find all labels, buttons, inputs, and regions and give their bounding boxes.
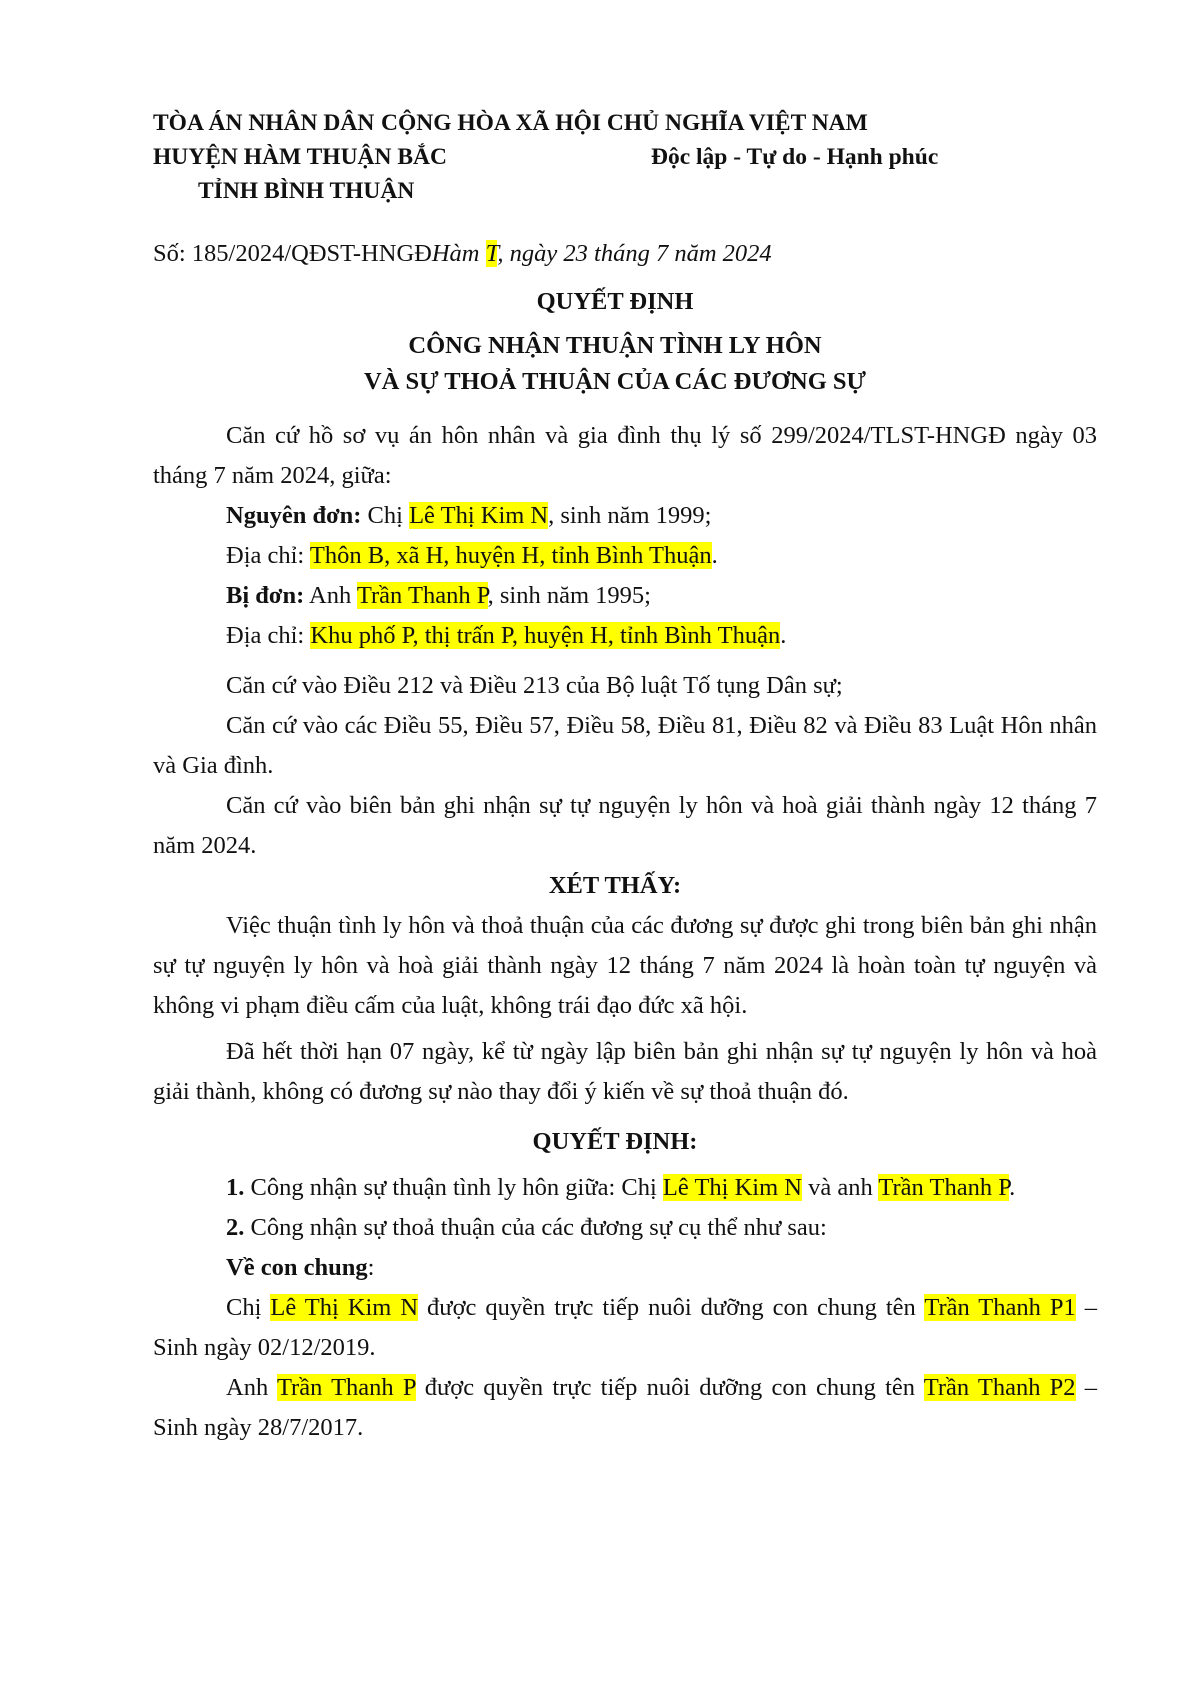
defendant-address-line: Địa chỉ: Khu phố P, thị trấn P, huyện H, tỉnh Bình Thuận. — [226, 622, 787, 649]
court-district: HUYỆN HÀM THUẬN BẮC — [153, 144, 447, 170]
decision-item-1: 1. Công nhận sự thuận tình ly hôn giữa: Chị Lê Thị Kim N và anh Trần Thanh P. — [226, 1174, 1016, 1201]
child-1-custody: Chị Lê Thị Kim N được quyền trực tiếp nuôi dưỡng con chung tên Trần Thanh P1 – Sinh ngày 02/12/2019. — [153, 1294, 1098, 1361]
findings-heading: XÉT THẤY: — [548, 872, 682, 899]
national-motto: Độc lập - Tự do - Hạnh phúc — [651, 144, 939, 170]
decision-subtitle-2: VÀ SỰ THOẢ THUẬN CỦA CÁC ĐƯƠNG SỰ — [363, 368, 867, 395]
findings-paragraph-1: Việc thuận tình ly hôn và thoả thuận của các đương sự được ghi trong biên bản ghi nhận sự tự nguyện ly hôn và hoà giải thành ngày 12 tháng 7 năm 2024 là hoàn toàn tự nguyện và không vi phạm điều cấm của luật, không trái đạo đức xã hội. — [153, 912, 1097, 1019]
legal-basis-1: Căn cứ vào Điều 212 và Điều 213 của Bộ luật Tố tụng Dân sự; — [226, 672, 843, 699]
plaintiff-address-line: Địa chỉ: Thôn B, xã H, huyện H, tỉnh Bình Thuận. — [226, 542, 718, 569]
intro-paragraph: Căn cứ hồ sơ vụ án hôn nhân và gia đình thụ lý số 299/2024/TLST-HNGĐ ngày 03 tháng 7 năm 2024, giữa: — [153, 422, 1097, 489]
court-name: TÒA ÁN NHÂN DÂN — [153, 110, 375, 136]
decision-title: QUYẾT ĐỊNH — [536, 288, 694, 315]
children-heading: Về con chung: — [226, 1254, 375, 1281]
plaintiff-name: Lê Thị Kim N — [409, 502, 549, 529]
header-row-3 — [153, 178, 1097, 212]
document-number: Số: 185/2024/QĐST-HNGĐ — [153, 240, 432, 267]
header-row-1 — [153, 110, 1097, 144]
defendant-address: Khu phố P, thị trấn P, huyện H, tỉnh Bình Thuận — [310, 622, 781, 649]
defendant-line: Bị đơn: Anh Trần Thanh P, sinh năm 1995; — [226, 582, 651, 609]
plaintiff-line: Nguyên đơn: Chị Lê Thị Kim N, sinh năm 1999; — [226, 502, 712, 529]
legal-basis-3: Căn cứ vào biên bản ghi nhận sự tự nguyện ly hôn và hoà giải thành ngày 12 tháng 7 năm 2024. — [153, 792, 1097, 859]
legal-basis-2: Căn cứ vào các Điều 55, Điều 57, Điều 58, Điều 81, Điều 82 và Điều 83 Luật Hôn nhân và Gia đình. — [153, 712, 1097, 779]
child-2-custody: Anh Trần Thanh P được quyền trực tiếp nuôi dưỡng con chung tên Trần Thanh P2 – Sinh ngày 28/7/2017. — [153, 1374, 1097, 1441]
document-page — [153, 110, 1097, 1448]
defendant-name: Trần Thanh P — [356, 582, 488, 609]
place-date: Hàm T, ngày 23 tháng 7 năm 2024 — [431, 240, 772, 267]
decision-item-2: 2. Công nhận sự thoả thuận của các đương sự cụ thể như sau: — [226, 1214, 827, 1241]
document-number-line — [153, 240, 1097, 268]
decision-heading: QUYẾT ĐỊNH: — [532, 1128, 698, 1155]
header-row-2 — [153, 144, 1097, 178]
plaintiff-address: Thôn B, xã H, huyện H, tỉnh Bình Thuận — [309, 542, 712, 569]
national-title: CỘNG HÒA XÃ HỘI CHỦ NGHĨA VIỆT NAM — [381, 110, 868, 136]
court-province: TỈNH BÌNH THUẬN — [198, 178, 415, 204]
decision-subtitle-1: CÔNG NHẬN THUẬN TÌNH LY HÔN — [408, 332, 822, 359]
findings-paragraph-2: Đã hết thời hạn 07 ngày, kể từ ngày lập biên bản ghi nhận sự tự nguyện ly hôn và hoà giải thành, không có đương sự nào thay đổi ý kiến về sự thoả thuận đó. — [153, 1038, 1097, 1105]
